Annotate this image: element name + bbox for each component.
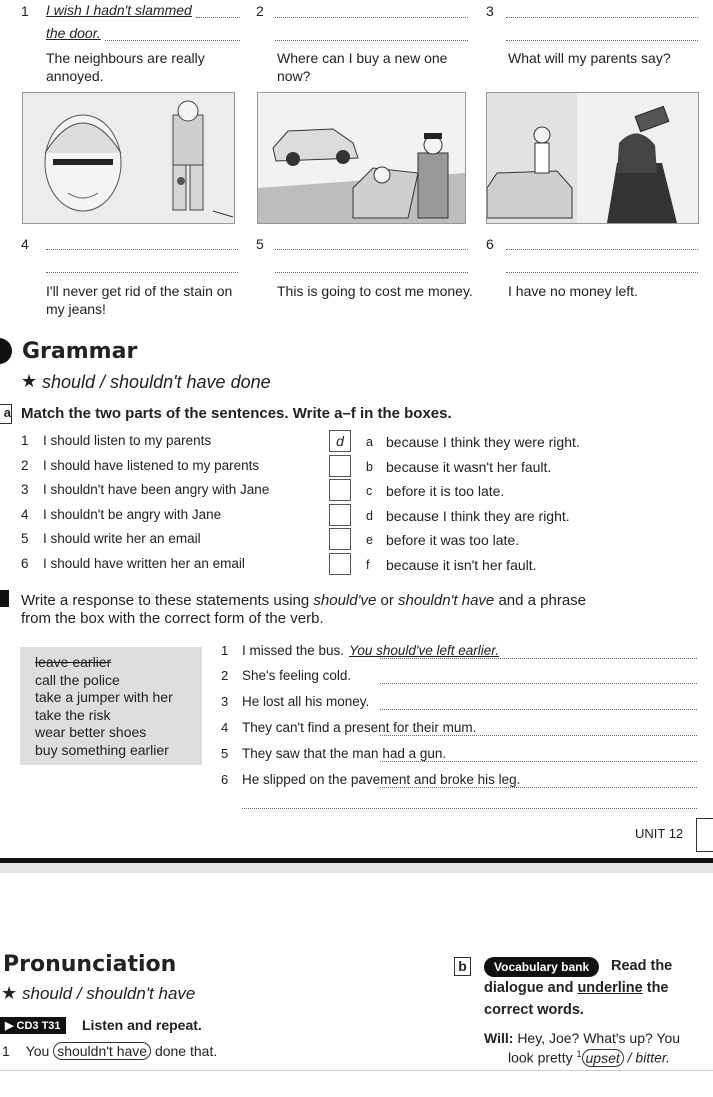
match-left-text: I should listen to my parents <box>43 433 212 448</box>
answer-box[interactable] <box>329 479 351 501</box>
statement-sentence: They can't find a present for their mum. <box>242 720 477 735</box>
dialogue-text: Hey, Joe? What's up? You <box>517 1030 681 1046</box>
match-left-text: I should have listened to my parents <box>43 458 260 473</box>
illustration-police-stop <box>257 92 466 224</box>
answer-box[interactable] <box>329 553 351 575</box>
match-right-text: because I think they were right. <box>386 434 580 450</box>
item-number-5: 5 <box>256 236 264 252</box>
statement-number: 2 <box>221 668 229 683</box>
page-shadow <box>0 863 713 873</box>
phrase-item: take the risk <box>35 706 111 723</box>
listen-instruction: Listen and repeat. <box>82 1017 202 1033</box>
speaker-name: Will: <box>484 1030 514 1046</box>
b-instr-2 <box>484 980 669 996</box>
answer-line[interactable] <box>380 761 697 762</box>
illustration-stained-jeans <box>22 92 235 224</box>
answer-line-3a[interactable] <box>506 17 698 18</box>
match-left-text: I should write her an email <box>43 531 201 546</box>
answer-box[interactable] <box>329 455 351 477</box>
match-right-letter: e <box>366 533 373 547</box>
caption-1: The neighbours are really annoyed. <box>46 50 205 84</box>
star-icon: ★ <box>21 371 38 391</box>
audio-track-badge[interactable] <box>0 1017 66 1034</box>
answer-line[interactable] <box>380 683 697 684</box>
match-left-number: 1 <box>21 433 29 448</box>
statement-text <box>242 694 374 709</box>
answer-line-2b[interactable] <box>275 40 468 41</box>
match-right-text: because it wasn't her fault. <box>386 459 552 475</box>
phrase-item: take a jumper with her <box>35 689 173 705</box>
match-right-letter: a <box>366 435 373 449</box>
grammar-subtitle: should / shouldn't have done <box>42 372 271 392</box>
answer-line-6-extra[interactable] <box>242 808 697 809</box>
statement-answer[interactable]: You should've left earlier. <box>349 643 499 658</box>
section-number-circle <box>0 338 12 364</box>
answer-1-line1[interactable]: I wish I hadn't slammed <box>46 2 192 18</box>
instr-part: the <box>642 980 669 996</box>
match-left-number: 5 <box>21 531 29 546</box>
statement-text <box>242 720 481 735</box>
statement-sentence: He slipped on the pavement and broke his leg. <box>242 772 521 787</box>
b-instr-1: Read the <box>611 958 673 974</box>
dialogue-line-1 <box>484 1030 680 1046</box>
vocabulary-bank-badge[interactable]: Vocabulary bank <box>484 957 599 977</box>
answer-box[interactable] <box>329 504 351 526</box>
answer-line[interactable] <box>380 787 697 788</box>
star-icon: ★ <box>1 983 18 1003</box>
pronunciation-subtitle: should / shouldn't have <box>22 984 196 1003</box>
exercise-b-instruction <box>21 592 586 609</box>
instr-part: dialogue and <box>484 980 578 996</box>
phrase-item: leave earlier <box>35 654 112 670</box>
phrase-item: wear better shoes <box>35 724 147 740</box>
match-right-text: because it isn't her fault. <box>386 557 537 573</box>
answer-line <box>196 17 240 18</box>
line-number: 1 <box>2 1043 10 1059</box>
exercise-b-instruction-line2: from the box with the correct form of the verb. <box>21 610 324 627</box>
answer-line-6a[interactable] <box>506 249 698 250</box>
answer-line[interactable] <box>380 658 697 659</box>
gap-number: 1 <box>576 1049 582 1059</box>
b-instr-3: correct words. <box>484 1002 584 1018</box>
item-number-6: 6 <box>486 236 494 252</box>
answer-line-5b[interactable] <box>275 272 468 273</box>
statement-number: 3 <box>221 694 229 709</box>
grammar-title: Grammar <box>22 339 138 364</box>
match-left-number: 6 <box>21 556 29 571</box>
instr-em: shouldn't have <box>398 592 495 609</box>
match-left-text: I shouldn't be angry with Jane <box>43 507 222 522</box>
statement-text <box>242 668 356 683</box>
match-right-text: because I think they are right. <box>386 508 570 524</box>
answer-box[interactable] <box>329 528 351 550</box>
statement-number: 6 <box>221 772 229 787</box>
match-left-number: 2 <box>21 458 29 473</box>
instr-em: should've <box>313 592 377 609</box>
dialogue-text: look pretty <box>508 1049 577 1066</box>
caption-3: What will my parents say? <box>508 50 671 66</box>
match-right-text: before it was too late. <box>386 532 520 548</box>
match-right-letter: b <box>366 460 373 474</box>
caption-2: Where can I buy a new one now? <box>277 50 448 84</box>
match-right-text: before it is too late. <box>386 483 505 499</box>
statement-number: 5 <box>221 746 229 761</box>
answer-line[interactable] <box>380 709 697 710</box>
answer-line <box>105 40 240 41</box>
pronunciation-title: Pronunciation <box>3 952 177 977</box>
answer-box[interactable]: d <box>329 430 351 452</box>
answer-line-5a[interactable] <box>275 249 468 250</box>
answer-line-4b[interactable] <box>46 272 238 273</box>
item-number-4: 4 <box>21 236 29 252</box>
caption-5: This is going to cost me money. <box>277 283 473 299</box>
item-number-2: 2 <box>256 3 264 19</box>
match-right-letter: d <box>366 509 373 523</box>
answer-line-4a[interactable] <box>46 249 238 250</box>
statement-sentence: She's feeling cold. <box>242 668 352 683</box>
caption-6: I have no money left. <box>508 283 638 299</box>
audio-track-label: CD3 T31 <box>16 1020 61 1032</box>
circled-word: upset <box>582 1049 624 1067</box>
play-icon: ▶ <box>5 1020 17 1032</box>
phrase-item: buy something earlier <box>35 741 169 758</box>
instr-part: Write a response to these statements using <box>21 592 314 609</box>
dialogue-text: / bitter. <box>623 1049 670 1066</box>
statement-text <box>242 772 525 787</box>
statement-text <box>242 643 499 658</box>
instr-part: or <box>376 592 398 609</box>
statement-sentence: I missed the bus. <box>242 643 345 658</box>
pron-line-1 <box>2 1043 217 1059</box>
instr-part: and a phrase <box>494 592 587 609</box>
item-number-1: 1 <box>21 3 29 19</box>
caption-4: I'll never get rid of the stain on my jeans! <box>46 283 233 317</box>
unit-label: UNIT 12 <box>635 826 684 841</box>
statement-number: 1 <box>221 643 229 658</box>
match-left-text: I should have written her an email <box>43 556 245 571</box>
answer-line-2a[interactable] <box>275 17 468 18</box>
page-number-box <box>696 818 713 852</box>
answer-1-line2[interactable]: the door. <box>46 25 101 41</box>
match-left-number: 4 <box>21 507 29 522</box>
line-text: done that. <box>151 1043 218 1059</box>
circled-phrase: shouldn't have <box>53 1042 151 1060</box>
answer-line-3b[interactable] <box>506 40 698 41</box>
match-right-letter: f <box>366 558 370 572</box>
match-left-number: 3 <box>21 482 29 497</box>
illustration-wallet-empty <box>486 92 699 224</box>
bottom-rule <box>0 1070 713 1071</box>
exercise-label-b <box>0 590 9 607</box>
exercise-label-a: a <box>0 404 12 424</box>
phrase-item: call the police <box>35 671 120 688</box>
exercise-label-b2: b <box>454 957 471 976</box>
match-left-text: I shouldn't have been angry with Jane <box>43 482 270 497</box>
exercise-a-instruction: Match the two parts of the sentences. Write a–f in the boxes. <box>21 405 452 422</box>
item-number-3: 3 <box>486 3 494 19</box>
answer-line-6b[interactable] <box>506 272 698 273</box>
line-text: You <box>25 1043 54 1059</box>
match-right-letter: c <box>366 484 373 498</box>
answer-line[interactable] <box>380 735 697 736</box>
statement-sentence: He lost all his money. <box>242 694 370 709</box>
statement-sentence: They saw that the man had a gun. <box>242 746 447 761</box>
phrase-box <box>20 647 202 765</box>
dialogue-line-2 <box>508 1049 670 1066</box>
instr-underline: underline <box>577 980 643 996</box>
statement-text <box>242 746 451 761</box>
statement-number: 4 <box>221 720 229 735</box>
